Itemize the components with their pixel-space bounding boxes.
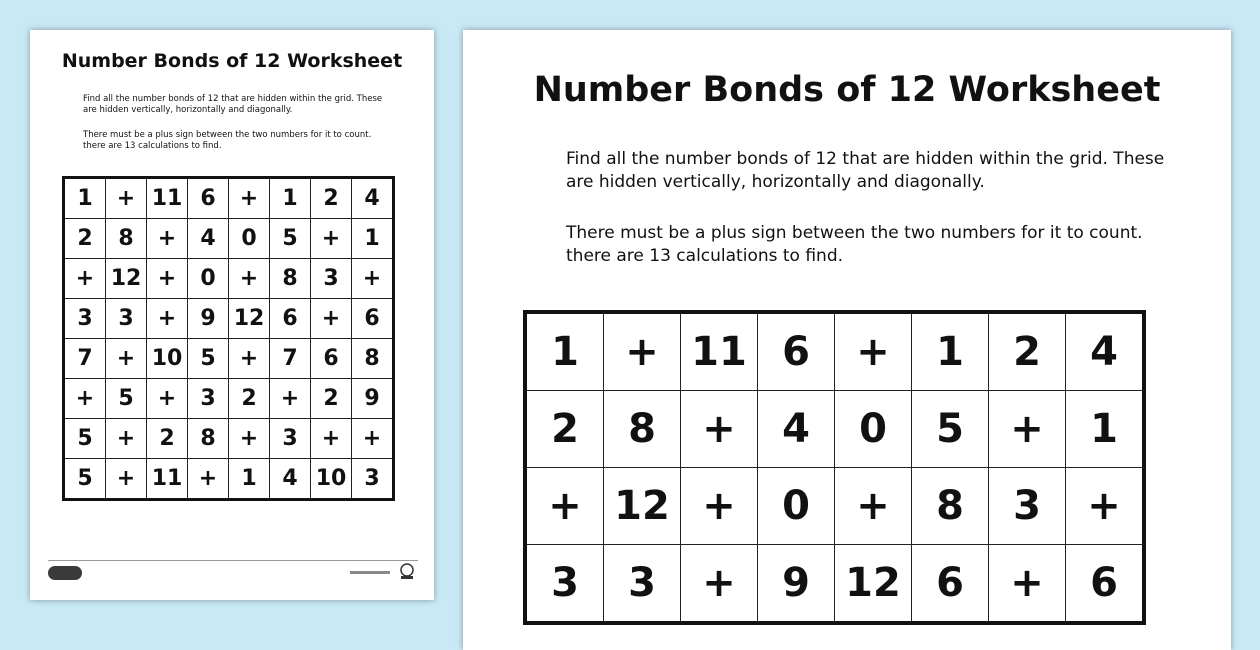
instructions-paragraph-1: Find all the number bonds of 12 that are hidden within the grid. These are hidden vertically, horizontally and diagonally. bbox=[83, 94, 383, 115]
grid-cell[interactable]: 0 bbox=[835, 391, 912, 468]
grid-row bbox=[525, 545, 1144, 624]
grid-cell[interactable]: 5 bbox=[912, 391, 989, 468]
grid-cell[interactable]: 7 bbox=[64, 339, 106, 379]
number-grid bbox=[62, 176, 395, 501]
grid-cell[interactable]: + bbox=[106, 339, 147, 379]
grid-cell[interactable]: + bbox=[229, 178, 270, 219]
badge-icon bbox=[398, 562, 416, 580]
grid-cell[interactable]: 12 bbox=[835, 545, 912, 624]
grid-cell[interactable]: 3 bbox=[106, 299, 147, 339]
grid-cell[interactable]: + bbox=[604, 312, 681, 391]
grid-cell[interactable]: 1 bbox=[352, 219, 394, 259]
grid-cell[interactable]: + bbox=[147, 259, 188, 299]
worksheet-title: Number Bonds of 12 Worksheet bbox=[533, 70, 1161, 110]
grid-cell[interactable]: 0 bbox=[229, 219, 270, 259]
grid-cell[interactable]: 1 bbox=[64, 178, 106, 219]
grid-cell[interactable]: 2 bbox=[229, 379, 270, 419]
grid-cell[interactable]: 3 bbox=[352, 459, 394, 500]
grid-cell[interactable]: 5 bbox=[270, 219, 311, 259]
grid-cell[interactable]: + bbox=[311, 299, 352, 339]
grid-cell[interactable]: 8 bbox=[352, 339, 394, 379]
grid-cell[interactable]: 6 bbox=[912, 545, 989, 624]
grid-cell[interactable]: 0 bbox=[758, 468, 835, 545]
grid-cell[interactable]: 3 bbox=[64, 299, 106, 339]
grid-cell[interactable]: + bbox=[311, 419, 352, 459]
grid-cell[interactable]: + bbox=[835, 468, 912, 545]
grid-cell[interactable]: 10 bbox=[311, 459, 352, 500]
grid-row bbox=[64, 259, 394, 299]
worksheet-zoom-view[interactable] bbox=[463, 30, 1231, 650]
grid-cell[interactable]: + bbox=[147, 219, 188, 259]
grid-cell[interactable]: 4 bbox=[270, 459, 311, 500]
grid-cell[interactable]: 11 bbox=[147, 178, 188, 219]
grid-cell[interactable]: 12 bbox=[229, 299, 270, 339]
grid-cell[interactable]: 4 bbox=[1066, 312, 1145, 391]
grid-cell[interactable]: 2 bbox=[64, 219, 106, 259]
grid-cell[interactable]: 3 bbox=[604, 545, 681, 624]
grid-cell[interactable]: + bbox=[1066, 468, 1145, 545]
grid-cell[interactable]: 3 bbox=[989, 468, 1066, 545]
grid-cell[interactable]: + bbox=[352, 259, 394, 299]
grid-cell[interactable]: 5 bbox=[64, 459, 106, 500]
number-grid bbox=[523, 310, 1146, 625]
grid-cell[interactable]: + bbox=[989, 391, 1066, 468]
grid-row bbox=[64, 219, 394, 259]
grid-row bbox=[64, 459, 394, 500]
grid-cell[interactable]: 1 bbox=[525, 312, 604, 391]
grid-cell[interactable]: 2 bbox=[525, 391, 604, 468]
grid-row bbox=[64, 419, 394, 459]
instructions-paragraph-2: There must be a plus sign between the two numbers for it to count. there are 13 calculations to find. bbox=[566, 223, 1143, 266]
worksheet-title: Number Bonds of 12 Worksheet bbox=[61, 50, 403, 72]
grid-cell[interactable]: 6 bbox=[188, 178, 229, 219]
grid-cell[interactable]: 1 bbox=[229, 459, 270, 500]
grid-row bbox=[64, 379, 394, 419]
grid-cell[interactable]: + bbox=[525, 468, 604, 545]
grid-cell[interactable]: 5 bbox=[64, 419, 106, 459]
grid-cell[interactable]: + bbox=[229, 339, 270, 379]
grid-cell[interactable]: 5 bbox=[188, 339, 229, 379]
grid-cell[interactable]: + bbox=[147, 299, 188, 339]
grid-cell[interactable]: 2 bbox=[147, 419, 188, 459]
grid-cell[interactable]: + bbox=[681, 391, 758, 468]
grid-cell[interactable]: 2 bbox=[989, 312, 1066, 391]
grid-cell[interactable]: + bbox=[64, 259, 106, 299]
grid-cell[interactable]: 3 bbox=[525, 545, 604, 624]
grid-cell[interactable]: 8 bbox=[912, 468, 989, 545]
grid-cell[interactable]: + bbox=[106, 419, 147, 459]
grid-cell[interactable]: 7 bbox=[270, 339, 311, 379]
grid-cell[interactable]: 4 bbox=[352, 178, 394, 219]
grid-cell[interactable]: 6 bbox=[758, 312, 835, 391]
grid-cell[interactable]: 0 bbox=[188, 259, 229, 299]
worksheet-thumbnail[interactable] bbox=[30, 30, 434, 600]
grid-cell[interactable]: 3 bbox=[270, 419, 311, 459]
footer-caption-line bbox=[350, 571, 390, 574]
grid-cell[interactable]: + bbox=[106, 459, 147, 500]
grid-cell[interactable]: 1 bbox=[1066, 391, 1145, 468]
grid-cell[interactable]: 10 bbox=[147, 339, 188, 379]
grid-cell[interactable]: 3 bbox=[188, 379, 229, 419]
grid-cell[interactable]: 9 bbox=[352, 379, 394, 419]
grid-row bbox=[525, 468, 1144, 545]
grid-cell[interactable]: 2 bbox=[311, 178, 352, 219]
twinkl-logo-icon bbox=[48, 566, 82, 580]
grid-cell[interactable]: + bbox=[147, 379, 188, 419]
grid-cell[interactable]: 6 bbox=[1066, 545, 1145, 624]
grid-cell[interactable]: 8 bbox=[270, 259, 311, 299]
grid-cell[interactable]: 5 bbox=[106, 379, 147, 419]
grid-cell[interactable]: 11 bbox=[681, 312, 758, 391]
grid-cell[interactable]: 4 bbox=[188, 219, 229, 259]
grid-cell[interactable]: + bbox=[229, 259, 270, 299]
grid-row bbox=[525, 391, 1144, 468]
footer-divider bbox=[48, 560, 418, 561]
grid-cell[interactable]: + bbox=[352, 419, 394, 459]
grid-row bbox=[64, 299, 394, 339]
grid-cell[interactable]: + bbox=[188, 459, 229, 500]
grid-cell[interactable]: + bbox=[989, 545, 1066, 624]
grid-cell[interactable]: + bbox=[64, 379, 106, 419]
grid-cell[interactable]: + bbox=[681, 468, 758, 545]
grid-row bbox=[525, 312, 1144, 391]
grid-cell[interactable]: + bbox=[681, 545, 758, 624]
instructions-paragraph-1: Find all the number bonds of 12 that are hidden within the grid. These are hidden vertically, horizontally and diagonally. bbox=[566, 149, 1165, 192]
grid-row bbox=[64, 178, 394, 219]
grid-cell[interactable]: 6 bbox=[270, 299, 311, 339]
grid-cell[interactable]: 8 bbox=[188, 419, 229, 459]
grid-row bbox=[64, 339, 394, 379]
grid-cell[interactable]: 12 bbox=[604, 468, 681, 545]
grid-cell[interactable]: + bbox=[311, 219, 352, 259]
grid-cell[interactable]: 9 bbox=[188, 299, 229, 339]
grid-cell[interactable]: 9 bbox=[758, 545, 835, 624]
grid-cell[interactable]: + bbox=[106, 178, 147, 219]
grid-cell[interactable]: 8 bbox=[106, 219, 147, 259]
instructions-paragraph-2: There must be a plus sign between the two numbers for it to count. there are 13 calculations to find. bbox=[83, 130, 372, 151]
grid-cell[interactable]: + bbox=[229, 419, 270, 459]
grid-cell[interactable]: 6 bbox=[311, 339, 352, 379]
grid-cell[interactable]: 1 bbox=[270, 178, 311, 219]
grid-cell[interactable]: 4 bbox=[758, 391, 835, 468]
grid-cell[interactable]: 3 bbox=[311, 259, 352, 299]
grid-cell[interactable]: + bbox=[835, 312, 912, 391]
grid-cell[interactable]: 12 bbox=[106, 259, 147, 299]
grid-cell[interactable]: 6 bbox=[352, 299, 394, 339]
grid-cell[interactable]: + bbox=[270, 379, 311, 419]
grid-cell[interactable]: 8 bbox=[604, 391, 681, 468]
grid-cell[interactable]: 11 bbox=[147, 459, 188, 500]
grid-cell[interactable]: 1 bbox=[912, 312, 989, 391]
grid-cell[interactable]: 2 bbox=[311, 379, 352, 419]
